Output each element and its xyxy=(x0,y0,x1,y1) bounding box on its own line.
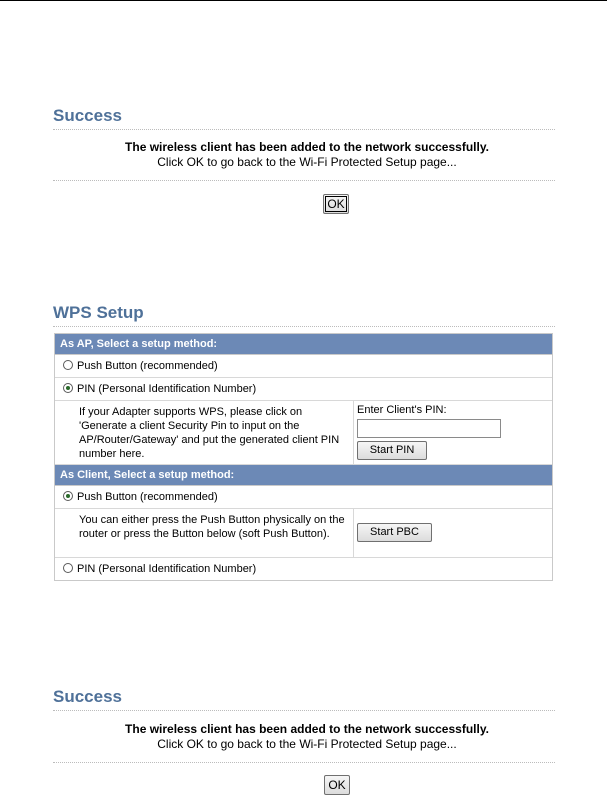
ap-push-button-label: Push Button (recommended) xyxy=(77,360,218,372)
divider xyxy=(53,710,555,711)
success-message-bold: The wireless client has been added to the network successfully. xyxy=(125,722,489,736)
start-pbc-button[interactable]: Start PBC xyxy=(357,523,432,542)
client-section-header: As Client, Select a setup method: xyxy=(55,465,552,486)
client-pin-label: PIN (Personal Identification Number) xyxy=(77,563,257,575)
divider-wrap xyxy=(53,762,555,763)
start-pin-button[interactable]: Start PIN xyxy=(357,441,427,460)
top-rule xyxy=(0,0,607,1)
column-divider xyxy=(353,509,354,557)
success-message: Click OK to go back to the Wi-Fi Protected Setup page... xyxy=(157,155,457,169)
ap-pin-label: PIN (Personal Identification Number) xyxy=(77,383,257,395)
radio-button-selected[interactable] xyxy=(63,491,73,501)
ap-pin-details-row xyxy=(55,401,552,465)
success-message: Click OK to go back to the Wi-Fi Protected Setup page... xyxy=(157,737,457,751)
success-title: Success xyxy=(53,106,122,125)
radio-button[interactable] xyxy=(63,360,73,370)
client-pbc-description: You can either press the Push Button physically on the router or press the Button below (soft Push Button). xyxy=(79,514,345,540)
success-title: Success xyxy=(53,687,122,706)
ap-push-button-option[interactable] xyxy=(55,355,552,378)
client-push-button-label: Push Button (recommended) xyxy=(77,491,218,503)
client-pin-option[interactable] xyxy=(55,558,552,580)
divider-wrap xyxy=(53,180,555,181)
ap-pin-option[interactable] xyxy=(55,378,552,401)
wps-setup-title: WPS Setup xyxy=(53,303,144,322)
divider xyxy=(53,762,555,763)
success-message-bold: The wireless client has been added to the network successfully. xyxy=(125,140,489,154)
client-pin-input[interactable] xyxy=(357,419,501,438)
enter-pin-label: Enter Client's PIN: xyxy=(357,404,447,416)
ok-button[interactable]: OK xyxy=(324,775,350,795)
radio-button[interactable] xyxy=(63,563,73,573)
column-divider xyxy=(353,401,354,464)
success-panel-bottom xyxy=(53,687,555,711)
wps-setup-table xyxy=(54,333,553,581)
client-push-button-option[interactable] xyxy=(55,486,552,509)
ok-button[interactable]: OK xyxy=(323,194,349,214)
success-panel-top xyxy=(53,106,555,130)
divider xyxy=(53,129,555,130)
wps-setup-panel xyxy=(53,303,555,327)
divider xyxy=(53,180,555,181)
client-pbc-details-row xyxy=(55,509,552,558)
ap-section-header: As AP, Select a setup method: xyxy=(55,334,552,355)
divider xyxy=(53,326,555,327)
radio-button-selected[interactable] xyxy=(63,383,73,393)
ap-pin-description: If your Adapter supports WPS, please click on 'Generate a client Security Pin to input on the AP/Router/Gateway' and put the generated client PIN number here. xyxy=(79,406,340,460)
